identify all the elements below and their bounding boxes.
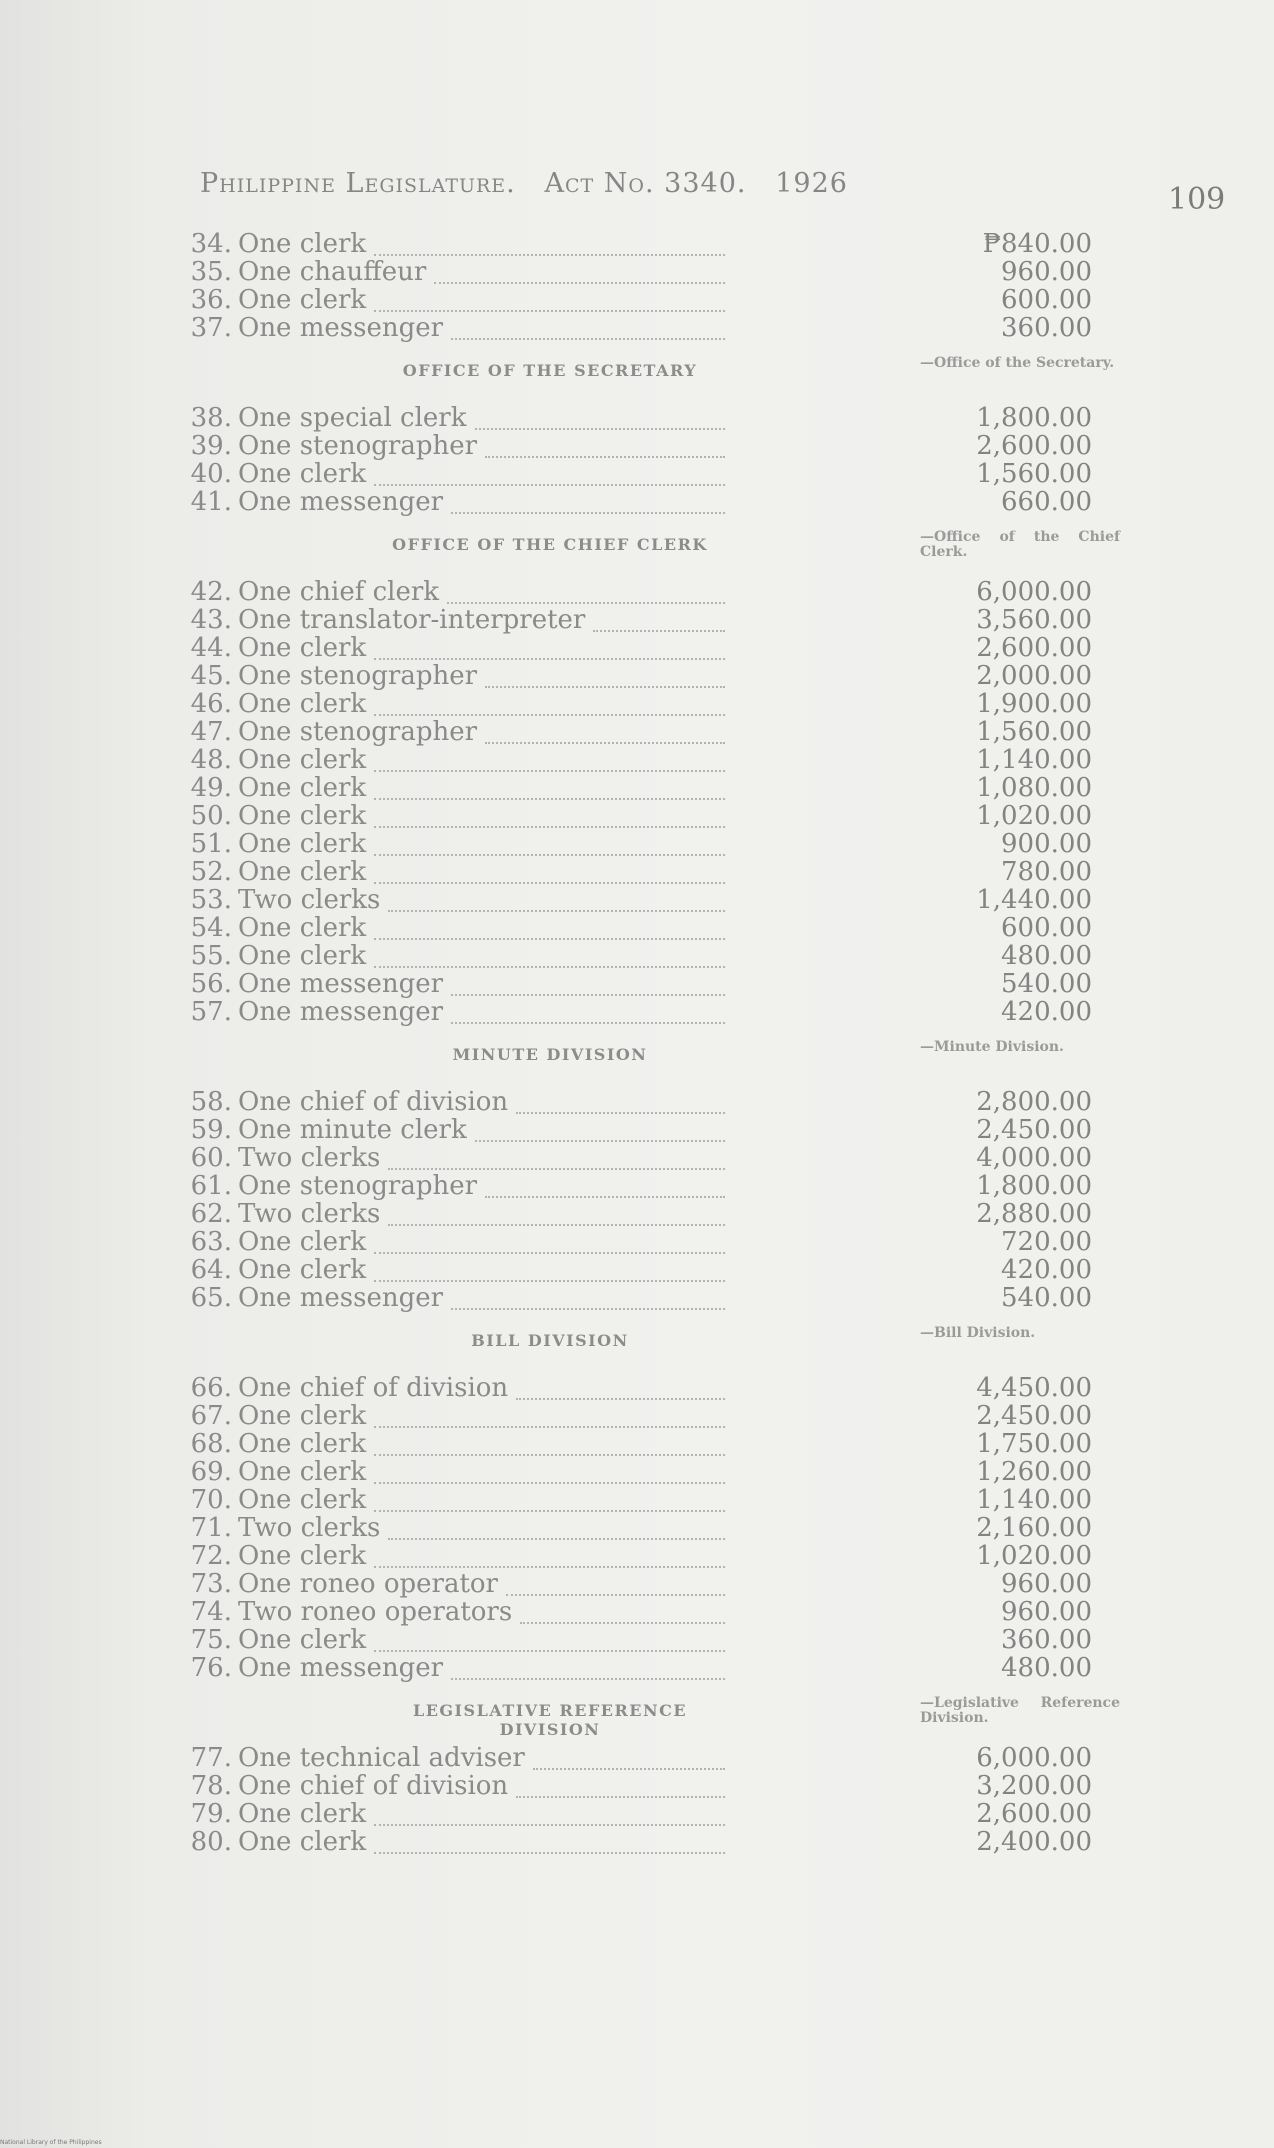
line-item — [180, 1374, 1220, 1402]
item-number: 72. — [190, 1541, 232, 1571]
dot-leader — [374, 1424, 725, 1428]
item-amount: 2,450.00 — [976, 1401, 1092, 1431]
item-number: 41. — [190, 487, 232, 517]
header-year: 1926 — [775, 168, 848, 199]
item-number: 49. — [190, 773, 232, 803]
item-description: One clerk — [238, 913, 367, 943]
dot-leader — [374, 1648, 725, 1652]
item-description: Two roneo operators — [238, 1597, 513, 1627]
section-heading-row — [180, 1682, 1220, 1744]
line-item — [180, 886, 1220, 914]
item-amount: 960.00 — [1001, 257, 1092, 287]
dot-leader — [485, 740, 725, 744]
item-amount: 600.00 — [1001, 285, 1092, 315]
dot-leader — [374, 852, 725, 856]
dot-leader — [451, 992, 725, 996]
dot-leader — [434, 280, 725, 284]
dot-leader — [374, 1480, 725, 1484]
dot-leader — [451, 1676, 725, 1680]
dot-leader — [475, 426, 725, 430]
item-amount: 1,140.00 — [976, 1485, 1092, 1515]
item-description: One clerk — [238, 1541, 367, 1571]
item-number: 36. — [190, 285, 232, 315]
item-amount: 2,160.00 — [976, 1513, 1092, 1543]
line-item — [180, 1598, 1220, 1626]
item-number: 47. — [190, 717, 232, 747]
item-description: One special clerk — [238, 403, 467, 433]
item-amount: 3,560.00 — [976, 605, 1092, 635]
dot-leader — [451, 336, 725, 340]
item-description: One clerk — [238, 1429, 367, 1459]
item-description: One clerk — [238, 459, 367, 489]
item-number: 68. — [190, 1429, 232, 1459]
item-number: 61. — [190, 1171, 232, 1201]
item-amount: 540.00 — [1001, 969, 1092, 999]
item-number: 35. — [190, 257, 232, 287]
item-amount: ₱840.00 — [982, 229, 1092, 259]
item-amount: 1,020.00 — [976, 801, 1092, 831]
item-description: One clerk — [238, 829, 367, 859]
line-item — [180, 1486, 1220, 1514]
item-amount: 2,600.00 — [976, 431, 1092, 461]
item-number: 70. — [190, 1485, 232, 1515]
line-item — [180, 1144, 1220, 1172]
item-description: One roneo operator — [238, 1569, 498, 1599]
item-description: One messenger — [238, 1653, 444, 1683]
item-description: One clerk — [238, 1457, 367, 1487]
item-description: One stenographer — [238, 717, 478, 747]
item-number: 60. — [190, 1143, 232, 1173]
item-amount: 1,020.00 — [976, 1541, 1092, 1571]
dot-leader — [516, 1110, 725, 1114]
line-item — [180, 1626, 1220, 1654]
item-amount: 2,600.00 — [976, 633, 1092, 663]
section-heading-row — [180, 342, 1220, 404]
item-amount: 2,880.00 — [976, 1199, 1092, 1229]
item-description: One clerk — [238, 801, 367, 831]
dot-leader — [374, 964, 725, 968]
line-item — [180, 998, 1220, 1026]
item-number: 44. — [190, 633, 232, 663]
section-title: BILL DIVISION — [471, 1331, 629, 1350]
item-description: One clerk — [238, 1401, 367, 1431]
item-number: 76. — [190, 1653, 232, 1683]
item-amount: 360.00 — [1001, 1625, 1092, 1655]
item-amount: 420.00 — [1001, 997, 1092, 1027]
line-item — [180, 942, 1220, 970]
item-amount: 1,900.00 — [976, 689, 1092, 719]
dot-leader — [374, 936, 725, 940]
line-item — [180, 802, 1220, 830]
item-description: One clerk — [238, 1625, 367, 1655]
item-number: 67. — [190, 1401, 232, 1431]
line-item — [180, 1256, 1220, 1284]
dot-leader — [485, 454, 725, 458]
line-item — [180, 830, 1220, 858]
item-description: One clerk — [238, 285, 367, 315]
item-amount: 1,750.00 — [976, 1429, 1092, 1459]
item-number: 58. — [190, 1087, 232, 1117]
dot-leader — [374, 1452, 725, 1456]
section-block — [180, 516, 1220, 1026]
item-amount: 900.00 — [1001, 829, 1092, 859]
dot-leader — [447, 600, 725, 604]
line-item — [180, 1654, 1220, 1682]
line-item — [180, 858, 1220, 886]
line-item — [180, 404, 1220, 432]
item-number: 53. — [190, 885, 232, 915]
item-description: One chauffeur — [238, 257, 427, 287]
item-number: 71. — [190, 1513, 232, 1543]
item-number: 69. — [190, 1457, 232, 1487]
item-amount: 660.00 — [1001, 487, 1092, 517]
section-title: OFFICE OF THE CHIEF CLERK — [392, 535, 708, 554]
line-item — [180, 314, 1220, 342]
item-number: 57. — [190, 997, 232, 1027]
item-amount: 720.00 — [1001, 1227, 1092, 1257]
item-description: One minute clerk — [238, 1115, 467, 1145]
item-description: One stenographer — [238, 661, 478, 691]
item-amount: 1,800.00 — [976, 1171, 1092, 1201]
line-item — [180, 662, 1220, 690]
line-item — [180, 1514, 1220, 1542]
line-item — [180, 1200, 1220, 1228]
header-title: Philippine Legislature. — [200, 168, 516, 199]
item-amount: 480.00 — [1001, 1653, 1092, 1683]
margin-note: —Office of the Chief Clerk. — [920, 529, 1120, 560]
line-item — [180, 718, 1220, 746]
item-amount: 2,800.00 — [976, 1087, 1092, 1117]
item-description: Two clerks — [238, 1513, 381, 1543]
section-heading-row — [180, 516, 1220, 578]
running-header — [200, 168, 848, 199]
dot-leader — [516, 1396, 725, 1400]
line-item — [180, 634, 1220, 662]
item-description: One stenographer — [238, 431, 478, 461]
item-description: One clerk — [238, 745, 367, 775]
item-amount: 960.00 — [1001, 1597, 1092, 1627]
item-number: 43. — [190, 605, 232, 635]
dot-leader — [374, 1278, 725, 1282]
appropriation-list — [180, 230, 1220, 1856]
item-amount: 960.00 — [1001, 1569, 1092, 1599]
item-number: 73. — [190, 1569, 232, 1599]
dot-leader — [388, 1166, 725, 1170]
item-number: 77. — [190, 1743, 232, 1773]
item-amount: 1,080.00 — [976, 773, 1092, 803]
line-item — [180, 1402, 1220, 1430]
dot-leader — [374, 482, 725, 486]
item-description: One messenger — [238, 969, 444, 999]
section-block — [180, 1682, 1220, 1856]
line-item — [180, 1116, 1220, 1144]
item-description: One clerk — [238, 689, 367, 719]
line-item — [180, 258, 1220, 286]
dot-leader — [533, 1766, 725, 1770]
item-description: One clerk — [238, 633, 367, 663]
item-amount: 1,140.00 — [976, 745, 1092, 775]
section-heading-row — [180, 1026, 1220, 1088]
line-item — [180, 1800, 1220, 1828]
line-item — [180, 1828, 1220, 1856]
item-number: 78. — [190, 1771, 232, 1801]
item-description: One chief of division — [238, 1087, 509, 1117]
item-amount: 6,000.00 — [976, 1743, 1092, 1773]
source-credit: National Library of the Philippines — [0, 2139, 102, 2146]
line-item — [180, 432, 1220, 460]
dot-leader — [451, 1306, 725, 1310]
item-description: One messenger — [238, 997, 444, 1027]
dot-leader — [388, 908, 725, 912]
item-number: 80. — [190, 1827, 232, 1857]
item-description: One messenger — [238, 1283, 444, 1313]
item-amount: 540.00 — [1001, 1283, 1092, 1313]
line-item — [180, 1430, 1220, 1458]
section-title: MINUTE DIVISION — [452, 1045, 648, 1064]
dot-leader — [374, 656, 725, 660]
item-number: 65. — [190, 1283, 232, 1313]
item-number: 40. — [190, 459, 232, 489]
dot-leader — [374, 1250, 725, 1254]
dot-leader — [374, 308, 725, 312]
dot-leader — [388, 1536, 725, 1540]
line-item — [180, 1458, 1220, 1486]
margin-note: —Minute Division. — [920, 1039, 1064, 1055]
item-description: Two clerks — [238, 1199, 381, 1229]
dot-leader — [485, 684, 725, 688]
section-block — [180, 342, 1220, 516]
line-item — [180, 230, 1220, 258]
margin-note: —Legislative Reference Division. — [920, 1695, 1120, 1726]
line-item — [180, 1744, 1220, 1772]
line-item — [180, 1772, 1220, 1800]
item-amount: 2,400.00 — [976, 1827, 1092, 1857]
item-amount: 1,560.00 — [976, 459, 1092, 489]
section-heading-row — [180, 1312, 1220, 1374]
section-block — [180, 1312, 1220, 1682]
margin-note: —Bill Division. — [920, 1325, 1036, 1341]
item-number: 74. — [190, 1597, 232, 1627]
item-number: 50. — [190, 801, 232, 831]
item-description: One chief clerk — [238, 577, 440, 607]
dot-leader — [374, 796, 725, 800]
item-number: 45. — [190, 661, 232, 691]
dot-leader — [593, 628, 725, 632]
dot-leader — [516, 1794, 725, 1798]
item-amount: 1,260.00 — [976, 1457, 1092, 1487]
line-item — [180, 286, 1220, 314]
item-amount: 6,000.00 — [976, 577, 1092, 607]
item-amount: 4,450.00 — [976, 1373, 1092, 1403]
dot-leader — [451, 510, 725, 514]
line-item — [180, 1088, 1220, 1116]
dot-leader — [374, 1564, 725, 1568]
item-number: 66. — [190, 1373, 232, 1403]
line-item — [180, 460, 1220, 488]
item-number: 54. — [190, 913, 232, 943]
item-amount: 600.00 — [1001, 913, 1092, 943]
line-item — [180, 1570, 1220, 1598]
section-block — [180, 230, 1220, 342]
item-number: 55. — [190, 941, 232, 971]
page-number: 109 — [1168, 182, 1226, 217]
line-item — [180, 1284, 1220, 1312]
item-amount: 780.00 — [1001, 857, 1092, 887]
dot-leader — [451, 1020, 725, 1024]
item-description: One clerk — [238, 773, 367, 803]
item-description: One messenger — [238, 487, 444, 517]
header-act: Act No. 3340. — [544, 168, 747, 199]
item-amount: 1,800.00 — [976, 403, 1092, 433]
dot-leader — [374, 1822, 725, 1826]
dot-leader — [485, 1194, 725, 1198]
margin-note: —Office of the Secretary. — [920, 355, 1115, 371]
dot-leader — [475, 1138, 725, 1142]
item-description: One clerk — [238, 1227, 367, 1257]
line-item — [180, 488, 1220, 516]
item-number: 39. — [190, 431, 232, 461]
item-description: Two clerks — [238, 1143, 381, 1173]
dot-leader — [388, 1222, 725, 1226]
line-item — [180, 746, 1220, 774]
item-number: 42. — [190, 577, 232, 607]
item-amount: 1,440.00 — [976, 885, 1092, 915]
item-number: 59. — [190, 1115, 232, 1145]
item-description: One technical adviser — [238, 1743, 525, 1773]
item-description: One chief of division — [238, 1771, 509, 1801]
item-number: 75. — [190, 1625, 232, 1655]
item-number: 48. — [190, 745, 232, 775]
dot-leader — [374, 824, 725, 828]
item-number: 38. — [190, 403, 232, 433]
item-number: 63. — [190, 1227, 232, 1257]
dot-leader — [374, 712, 725, 716]
dot-leader — [374, 1508, 725, 1512]
section-title: OFFICE OF THE SECRETARY — [402, 361, 698, 380]
item-description: One clerk — [238, 1255, 367, 1285]
item-description: One clerk — [238, 941, 367, 971]
item-number: 46. — [190, 689, 232, 719]
line-item — [180, 690, 1220, 718]
section-block — [180, 1026, 1220, 1312]
dot-leader — [374, 252, 725, 256]
item-description: One messenger — [238, 313, 444, 343]
item-description: One clerk — [238, 229, 367, 259]
section-title: LEGISLATIVE REFERENCE DIVISION — [412, 1701, 688, 1739]
item-number: 51. — [190, 829, 232, 859]
item-description: One stenographer — [238, 1171, 478, 1201]
item-number: 37. — [190, 313, 232, 343]
item-description: One chief of division — [238, 1373, 509, 1403]
dot-leader — [520, 1620, 725, 1624]
item-number: 64. — [190, 1255, 232, 1285]
item-number: 79. — [190, 1799, 232, 1829]
line-item — [180, 578, 1220, 606]
dot-leader — [374, 880, 725, 884]
line-item — [180, 970, 1220, 998]
dot-leader — [374, 1850, 725, 1854]
dot-leader — [374, 768, 725, 772]
item-number: 52. — [190, 857, 232, 887]
item-amount: 420.00 — [1001, 1255, 1092, 1285]
item-amount: 2,000.00 — [976, 661, 1092, 691]
item-description: One clerk — [238, 1799, 367, 1829]
item-amount: 2,600.00 — [976, 1799, 1092, 1829]
item-amount: 2,450.00 — [976, 1115, 1092, 1145]
line-item — [180, 914, 1220, 942]
item-description: One translator-interpreter — [238, 605, 586, 635]
item-description: One clerk — [238, 1485, 367, 1515]
item-number: 56. — [190, 969, 232, 999]
item-number: 34. — [190, 229, 232, 259]
item-amount: 1,560.00 — [976, 717, 1092, 747]
item-description: One clerk — [238, 1827, 367, 1857]
item-description: One clerk — [238, 857, 367, 887]
dot-leader — [506, 1592, 725, 1596]
line-item — [180, 774, 1220, 802]
line-item — [180, 1228, 1220, 1256]
item-amount: 480.00 — [1001, 941, 1092, 971]
line-item — [180, 1542, 1220, 1570]
item-amount: 3,200.00 — [976, 1771, 1092, 1801]
item-number: 62. — [190, 1199, 232, 1229]
line-item — [180, 606, 1220, 634]
item-amount: 4,000.00 — [976, 1143, 1092, 1173]
line-item — [180, 1172, 1220, 1200]
item-description: Two clerks — [238, 885, 381, 915]
item-amount: 360.00 — [1001, 313, 1092, 343]
